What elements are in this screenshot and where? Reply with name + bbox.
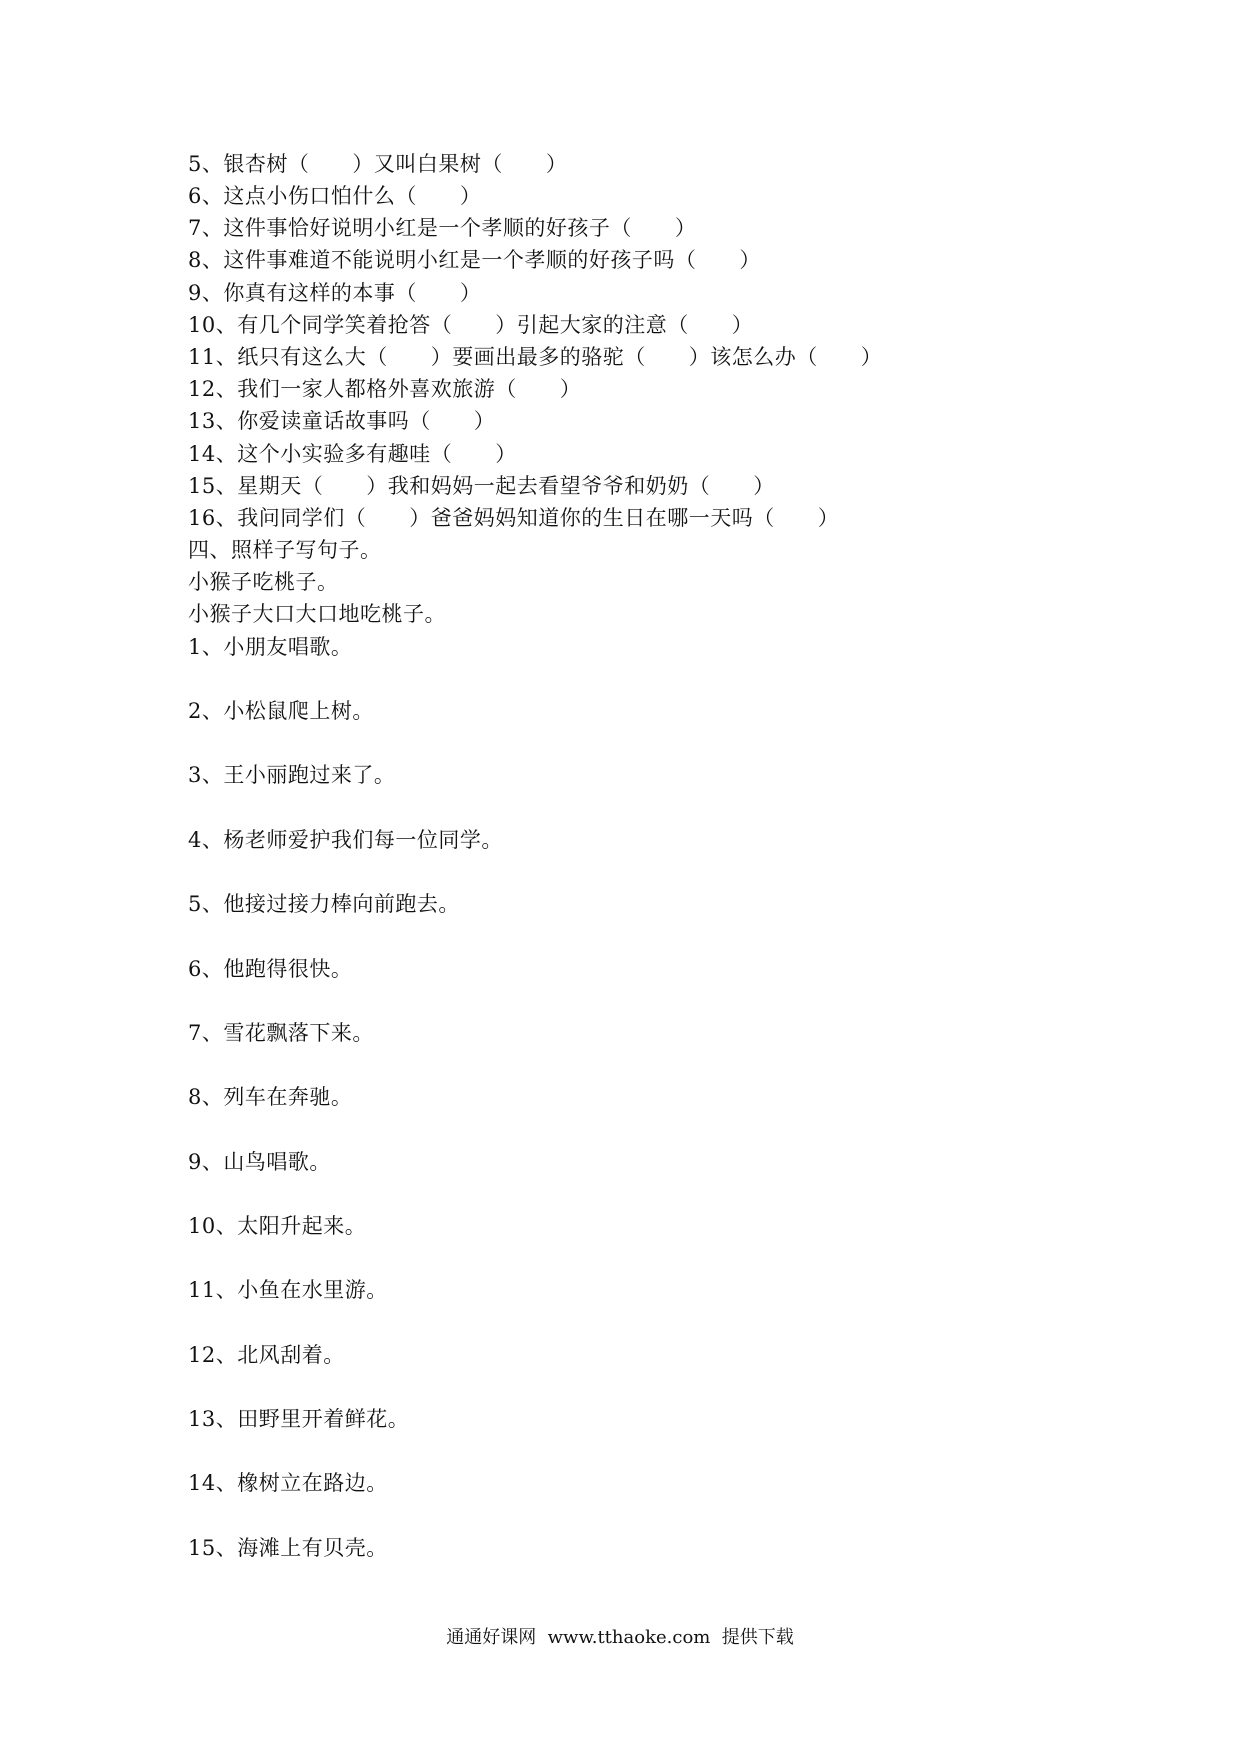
punctuation-item-8: 8、这件事难道不能说明小红是一个孝顺的好孩子吗（ ） [188,248,761,272]
punctuation-item-9: 9、你真有这样的本事（ ） [188,281,482,305]
sentence-item-6: 6、他跑得很快。 [188,957,353,981]
sentence-item-13: 13、田野里开着鲜花。 [188,1407,410,1431]
sentence-item-7: 7、雪花飘落下来。 [188,1021,374,1045]
sentence-item-2: 2、小松鼠爬上树。 [188,699,374,723]
punctuation-item-14: 14、这个小实验多有趣哇（ ） [188,442,517,466]
sentence-item-8: 8、列车在奔驰。 [188,1085,353,1109]
punctuation-item-13: 13、你爱读童话故事吗（ ） [188,409,496,433]
sentence-item-11: 11、小鱼在水里游。 [188,1278,388,1302]
sentence-item-15: 15、海滩上有贝壳。 [188,1536,388,1560]
punctuation-item-11: 11、纸只有这么大（ ）要画出最多的骆驼（ ）该怎么办（ ） [188,345,883,369]
example-sentence-expanded: 小猴子大口大口地吃桃子。 [188,602,446,626]
punctuation-item-10: 10、有几个同学笑着抢答（ ）引起大家的注意（ ） [188,313,754,337]
punctuation-item-6: 6、这点小伤口怕什么（ ） [188,184,482,208]
punctuation-item-15: 15、星期天（ ）我和妈妈一起去看望爷爷和奶奶（ ） [188,474,775,498]
page-footer: 通通好课网 www.tthaoke.com 提供下载 [446,1627,794,1648]
punctuation-item-12: 12、我们一家人都格外喜欢旅游（ ） [188,377,582,401]
sentence-item-9: 9、山鸟唱歌。 [188,1150,331,1174]
sentence-item-14: 14、橡树立在路边。 [188,1471,388,1495]
sentence-item-5: 5、他接过接力棒向前跑去。 [188,892,460,916]
punctuation-item-16: 16、我问同学们（ ）爸爸妈妈知道你的生日在哪一天吗（ ） [188,506,840,530]
section-heading: 四、照样子写句子。 [188,538,382,562]
sentence-item-12: 12、北风刮着。 [188,1343,345,1367]
punctuation-item-7: 7、这件事恰好说明小红是一个孝顺的好孩子（ ） [188,216,697,240]
sentence-item-1: 1、小朋友唱歌。 [188,635,353,659]
sentence-item-4: 4、杨老师爱护我们每一位同学。 [188,828,503,852]
sentence-item-10: 10、太阳升起来。 [188,1214,367,1238]
example-sentence-plain: 小猴子吃桃子。 [188,570,339,594]
sentence-item-3: 3、王小丽跑过来了。 [188,763,396,787]
punctuation-item-5: 5、银杏树（ ）又叫白果树（ ） [188,152,568,176]
